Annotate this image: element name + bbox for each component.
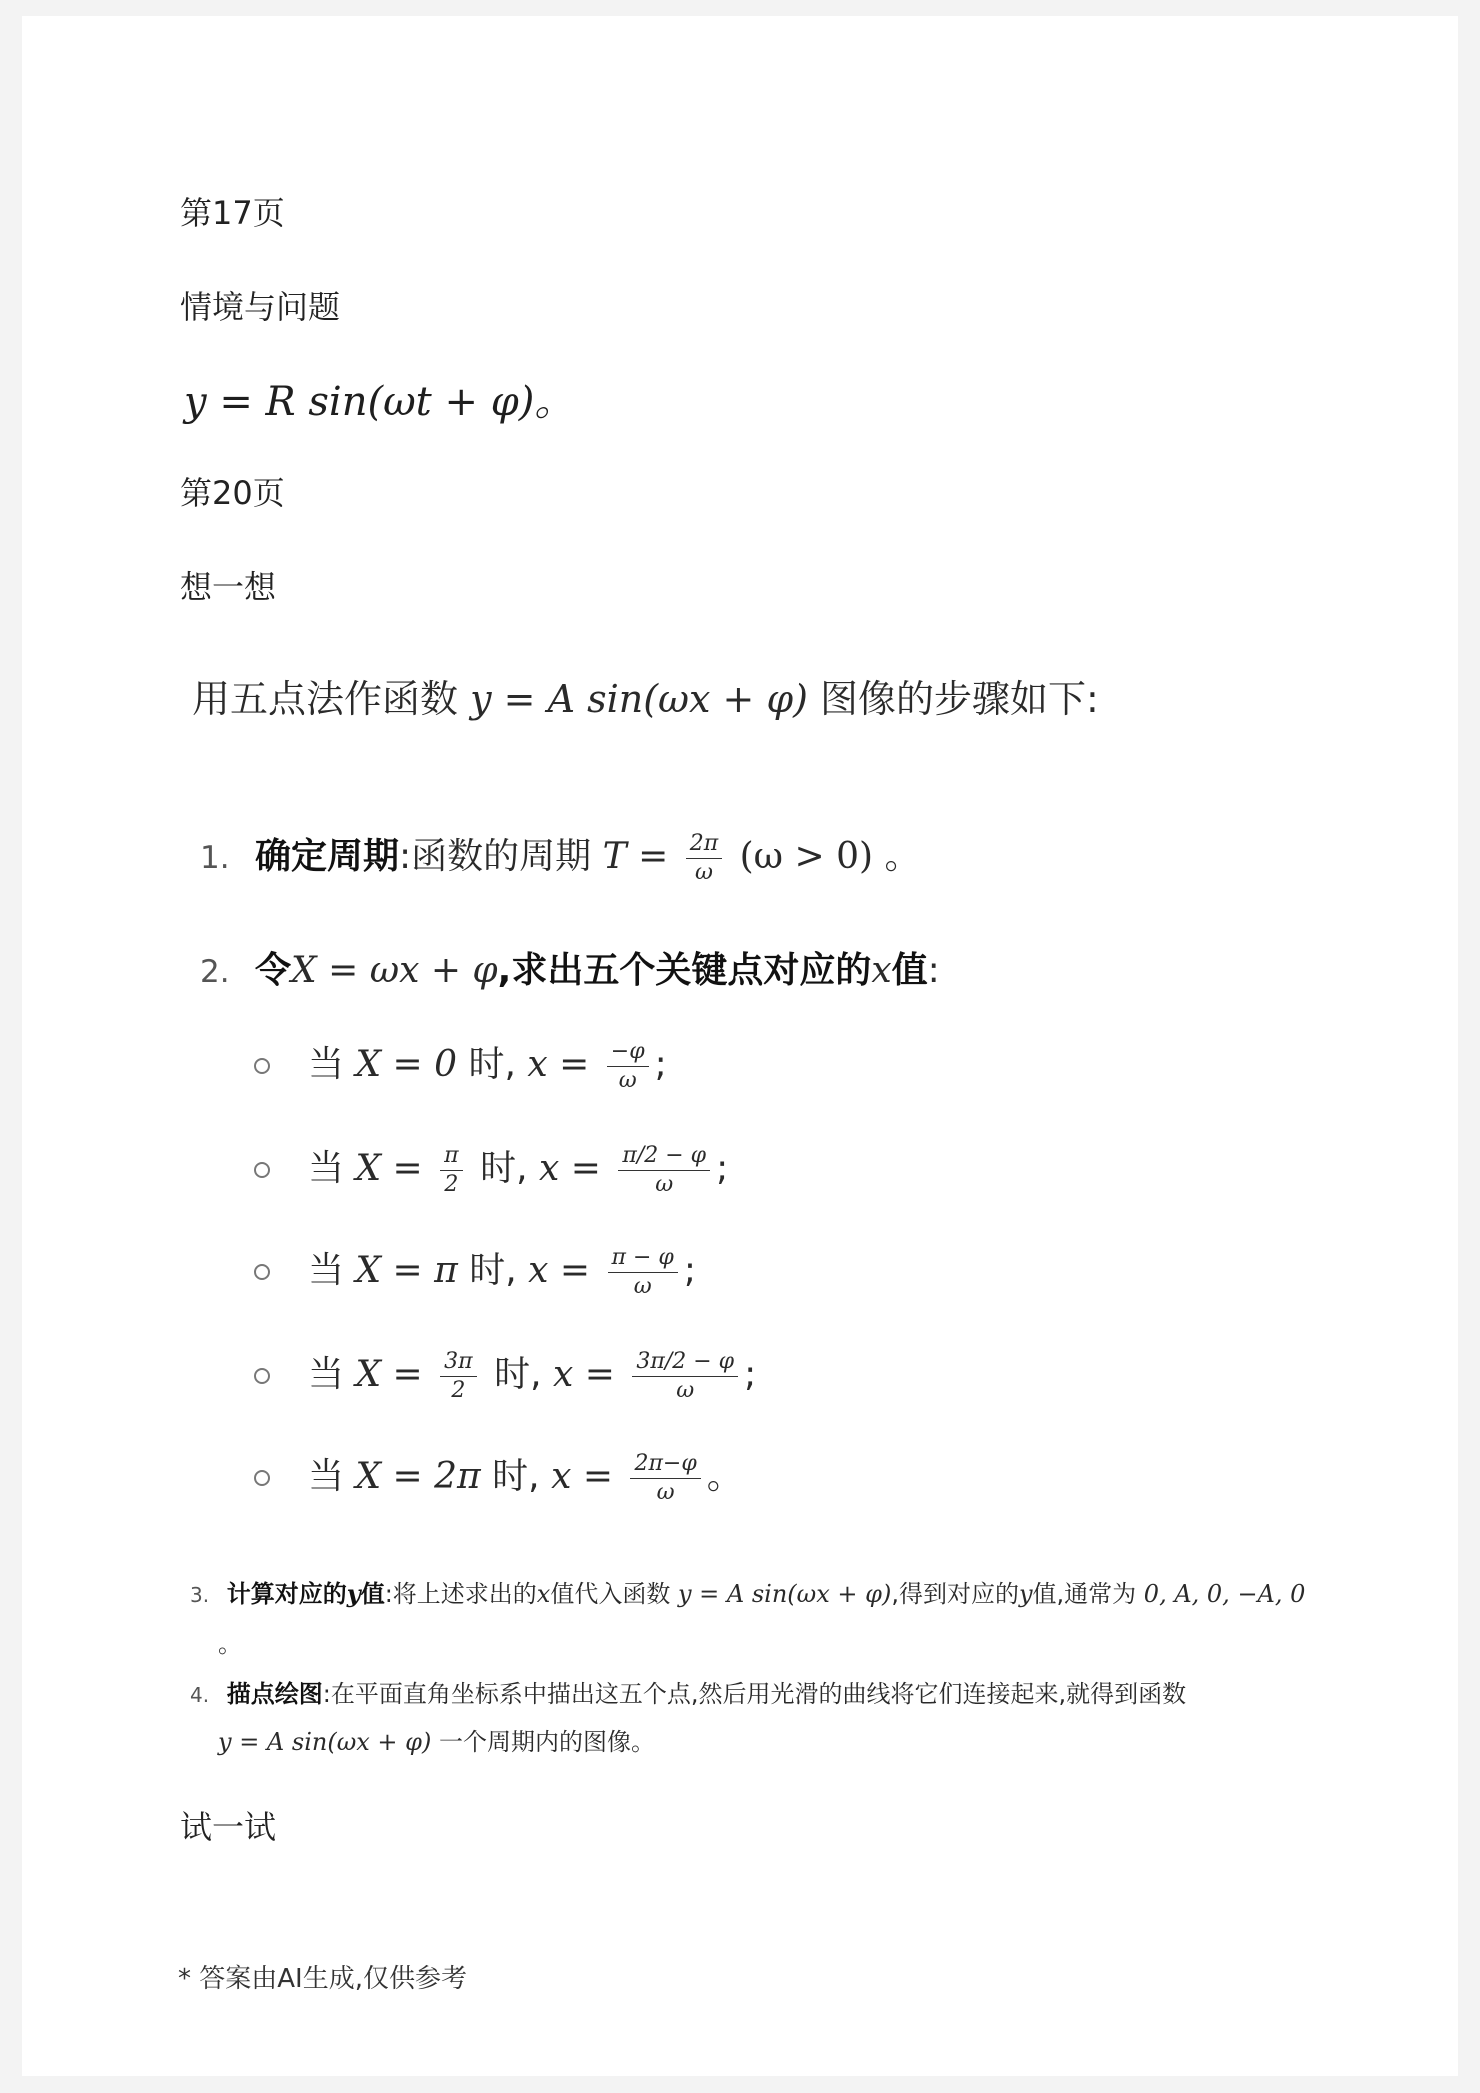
step-title-c: 值 [891, 950, 928, 991]
point-lhs: x = [527, 1044, 590, 1085]
fraction-denominator: ω [633, 1273, 652, 1299]
document-page [22, 16, 1458, 2076]
circle-bullet-icon [254, 1470, 270, 1486]
point-when: 当 [308, 1354, 345, 1395]
step-text-a: :将上述求出的 [384, 1580, 537, 1608]
step-title-b: 值 [360, 1580, 385, 1608]
step-3-end: 。 [218, 1630, 242, 1658]
fraction [440, 1144, 462, 1195]
point-when: 当 [308, 1044, 345, 1085]
point-lhs: x = [539, 1148, 601, 1189]
point-end: ; [654, 1044, 667, 1085]
point-when: 当 [308, 1456, 345, 1497]
step-formula: y = A sin(ωx + φ) [677, 1580, 892, 1608]
step-var: y [346, 1579, 361, 1608]
step-title: 描点绘图 [226, 1680, 323, 1708]
step-2 [200, 942, 940, 993]
step-text-a: :在平面直角坐标系中描出这五个点,然后用光滑的曲线将它们连接起来,就得到函数 [322, 1680, 1187, 1708]
point-condition: X = 2π [355, 1456, 481, 1497]
fraction [686, 832, 722, 883]
step-formula: y = A sin(ωx + φ) [218, 1728, 432, 1756]
point-end: ; [716, 1148, 729, 1189]
intro-formula: y = A sin(ωx + φ) [470, 677, 808, 721]
point-condition: X = π [355, 1250, 458, 1291]
fraction-numerator: π − φ [608, 1246, 678, 1272]
fraction-numerator: −φ [607, 1040, 649, 1066]
step-text: :函数的周期 [399, 836, 592, 877]
step-number: 3. [190, 1583, 210, 1607]
step-title: 确定周期 [255, 836, 400, 877]
point-end: ; [683, 1250, 696, 1291]
point-when: 当 [308, 1250, 345, 1291]
heading-think: 想一想 [180, 568, 277, 606]
step-title-b: ,求出五个关键点对应的 [497, 950, 872, 991]
step-text-d: 值,通常为 [1032, 1580, 1137, 1608]
point-time: 时, [480, 1148, 528, 1189]
point-lhs: x = [553, 1354, 615, 1395]
step-4-line2 [218, 1722, 655, 1757]
point-lhs: x = [551, 1456, 613, 1497]
fraction [630, 1452, 700, 1503]
point-time: 时, [468, 1044, 516, 1085]
step-formula: X = ωx + φ [291, 950, 498, 991]
fraction-denominator: 2 [451, 1377, 466, 1403]
step-number: 2. [200, 954, 230, 990]
fraction-denominator: ω [676, 1377, 695, 1403]
fraction [440, 1350, 476, 1401]
fraction-numerator: 2π−φ [630, 1452, 700, 1478]
heading-situation: 情境与问题 [180, 288, 341, 326]
step-condition: (ω > 0) [739, 836, 874, 877]
point-condition: X = 0 [355, 1044, 458, 1085]
intro-prefix: 用五点法作函数 [192, 677, 459, 721]
fraction-denominator: ω [618, 1067, 637, 1093]
step-title: 计算对应的 [226, 1580, 347, 1608]
list-item [254, 1242, 696, 1298]
step-colon: : [927, 950, 940, 991]
circle-bullet-icon [254, 1058, 270, 1074]
footnote: * 答案由AI生成,仅供参考 [178, 1964, 467, 1994]
fraction [618, 1144, 710, 1195]
formula-17: y = R sin(ωt + φ)。 [184, 379, 575, 425]
fraction [608, 1246, 678, 1297]
list-item [254, 1346, 756, 1402]
list-item [254, 1036, 667, 1092]
list-item [254, 1448, 743, 1504]
step-4 [190, 1674, 1186, 1709]
step-var-y: y [1018, 1580, 1033, 1608]
fraction [607, 1040, 649, 1091]
point-time: 时, [494, 1354, 542, 1395]
intro-suffix: 图像的步骤如下: [820, 677, 1099, 721]
point-end: ; [744, 1354, 757, 1395]
step-text-c: ,得到对应的 [891, 1580, 1019, 1608]
heading-page17: 第17页 [180, 194, 285, 232]
point-condition: X = [355, 1354, 423, 1395]
step-title-a: 令 [255, 950, 292, 991]
step-number: 1. [200, 840, 230, 876]
fraction-numerator: π [440, 1144, 462, 1170]
fraction-denominator: ω [694, 859, 713, 885]
step-number: 4. [190, 1683, 210, 1707]
fraction-numerator: 2π [686, 832, 722, 858]
step-var: x [871, 950, 892, 991]
fraction-denominator: ω [655, 1171, 674, 1197]
fraction-numerator: π/2 − φ [618, 1144, 710, 1170]
step-formula-lhs: T = [602, 836, 669, 877]
step-var-x: x [536, 1580, 551, 1608]
fraction-denominator: ω [656, 1479, 675, 1505]
point-time: 时, [492, 1456, 540, 1497]
circle-bullet-icon [254, 1162, 270, 1178]
fraction [632, 1350, 738, 1401]
heading-try: 试一试 [180, 1808, 277, 1846]
step-text-b: 一个周期内的图像。 [438, 1728, 655, 1756]
fraction-denominator: 2 [444, 1171, 459, 1197]
point-lhs: x = [528, 1250, 591, 1291]
point-condition: X = [355, 1148, 423, 1189]
point-when: 当 [308, 1148, 345, 1189]
point-end: 。 [706, 1456, 743, 1497]
intro-line [192, 668, 1099, 723]
heading-page20: 第20页 [180, 474, 285, 512]
step-1 [200, 828, 921, 884]
step-3 [190, 1574, 1305, 1609]
step-text-b: 值代入函数 [550, 1580, 671, 1608]
fraction-numerator: 3π [440, 1350, 476, 1376]
step-end: 。 [884, 836, 921, 877]
circle-bullet-icon [254, 1368, 270, 1384]
point-time: 时, [469, 1250, 517, 1291]
fraction-numerator: 3π/2 − φ [632, 1350, 738, 1376]
circle-bullet-icon [254, 1264, 270, 1280]
list-item [254, 1140, 728, 1196]
step-values: 0, A, 0, −A, 0 [1143, 1580, 1306, 1608]
